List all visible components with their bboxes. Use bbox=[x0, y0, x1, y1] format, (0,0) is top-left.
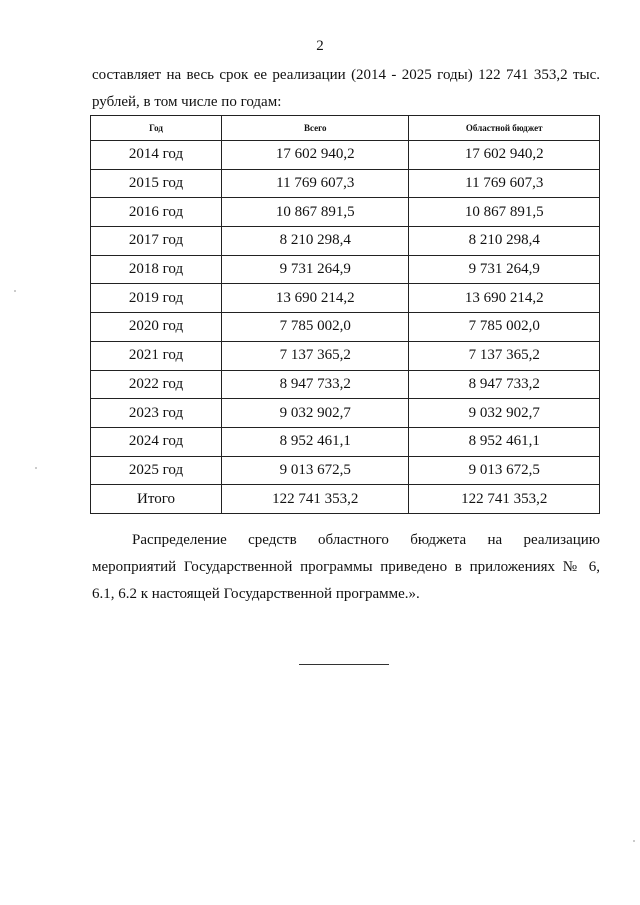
cell-regional: 9 731 264,9 bbox=[409, 255, 600, 284]
table-header-row bbox=[91, 116, 600, 141]
cell-year: 2020 год bbox=[91, 313, 222, 342]
cell-year: 2021 год bbox=[91, 341, 222, 370]
cell-regional: 7 137 365,2 bbox=[409, 341, 600, 370]
outro-line-3: 6.1, 6.2 к настоящей Государственной программе.». bbox=[92, 586, 420, 602]
table-row bbox=[91, 198, 600, 227]
table-row bbox=[91, 284, 600, 313]
intro-line-2: рублей, в том числе по годам: bbox=[92, 94, 282, 110]
cell-total: 8 952 461,1 bbox=[222, 427, 409, 456]
outro-line-1: Распределение средств областного бюджета на реализацию bbox=[132, 532, 600, 548]
outro-line-2: мероприятий Государственной программы приведено в приложениях № 6, bbox=[92, 559, 600, 575]
cell-regional: 7 785 002,0 bbox=[409, 313, 600, 342]
cell-regional: 9 013 672,5 bbox=[409, 456, 600, 485]
cell-total: 17 602 940,2 bbox=[222, 141, 409, 170]
scan-speck bbox=[35, 467, 37, 469]
scan-speck bbox=[14, 290, 16, 292]
table-row bbox=[91, 370, 600, 399]
table-row bbox=[91, 341, 600, 370]
cell-regional: 9 032 902,7 bbox=[409, 399, 600, 428]
cell-total: 9 013 672,5 bbox=[222, 456, 409, 485]
intro-line-1: составляет на весь срок ее реализации (2014 - 2025 годы) 122 741 353,2 тыс. bbox=[92, 67, 600, 83]
cell-regional: 8 210 298,4 bbox=[409, 227, 600, 256]
intro-paragraph bbox=[92, 62, 600, 116]
cell-regional: 8 952 461,1 bbox=[409, 427, 600, 456]
table-total-row bbox=[91, 485, 600, 514]
page-number: 2 bbox=[316, 38, 324, 54]
cell-year: 2022 год bbox=[91, 370, 222, 399]
cell-year: 2023 год bbox=[91, 399, 222, 428]
cell-year: 2014 год bbox=[91, 141, 222, 170]
cell-total: 8 947 733,2 bbox=[222, 370, 409, 399]
budget-table bbox=[90, 115, 600, 514]
table-row bbox=[91, 399, 600, 428]
scan-speck bbox=[633, 840, 635, 842]
header-year: Год bbox=[91, 116, 222, 141]
cell-year: 2024 год bbox=[91, 427, 222, 456]
table-row bbox=[91, 427, 600, 456]
cell-total: 7 137 365,2 bbox=[222, 341, 409, 370]
cell-total-label: Итого bbox=[91, 485, 222, 514]
cell-year: 2017 год bbox=[91, 227, 222, 256]
cell-regional: 13 690 214,2 bbox=[409, 284, 600, 313]
cell-total: 11 769 607,3 bbox=[222, 169, 409, 198]
table-row bbox=[91, 255, 600, 284]
cell-total: 7 785 002,0 bbox=[222, 313, 409, 342]
table-row bbox=[91, 141, 600, 170]
cell-regional: 8 947 733,2 bbox=[409, 370, 600, 399]
cell-grand-regional: 122 741 353,2 bbox=[409, 485, 600, 514]
table-row bbox=[91, 227, 600, 256]
closing-rule bbox=[299, 664, 389, 665]
cell-regional: 17 602 940,2 bbox=[409, 141, 600, 170]
cell-regional: 11 769 607,3 bbox=[409, 169, 600, 198]
cell-year: 2019 год bbox=[91, 284, 222, 313]
cell-year: 2015 год bbox=[91, 169, 222, 198]
table-row bbox=[91, 169, 600, 198]
cell-total: 10 867 891,5 bbox=[222, 198, 409, 227]
distribution-paragraph bbox=[92, 527, 600, 608]
cell-year: 2025 год bbox=[91, 456, 222, 485]
table-row bbox=[91, 456, 600, 485]
cell-total: 9 032 902,7 bbox=[222, 399, 409, 428]
cell-total: 13 690 214,2 bbox=[222, 284, 409, 313]
table-row bbox=[91, 313, 600, 342]
header-regional-budget: Областной бюджет bbox=[409, 116, 600, 141]
cell-year: 2018 год bbox=[91, 255, 222, 284]
cell-total: 8 210 298,4 bbox=[222, 227, 409, 256]
cell-year: 2016 год bbox=[91, 198, 222, 227]
cell-grand-total: 122 741 353,2 bbox=[222, 485, 409, 514]
header-total: Всего bbox=[222, 116, 409, 141]
cell-total: 9 731 264,9 bbox=[222, 255, 409, 284]
cell-regional: 10 867 891,5 bbox=[409, 198, 600, 227]
